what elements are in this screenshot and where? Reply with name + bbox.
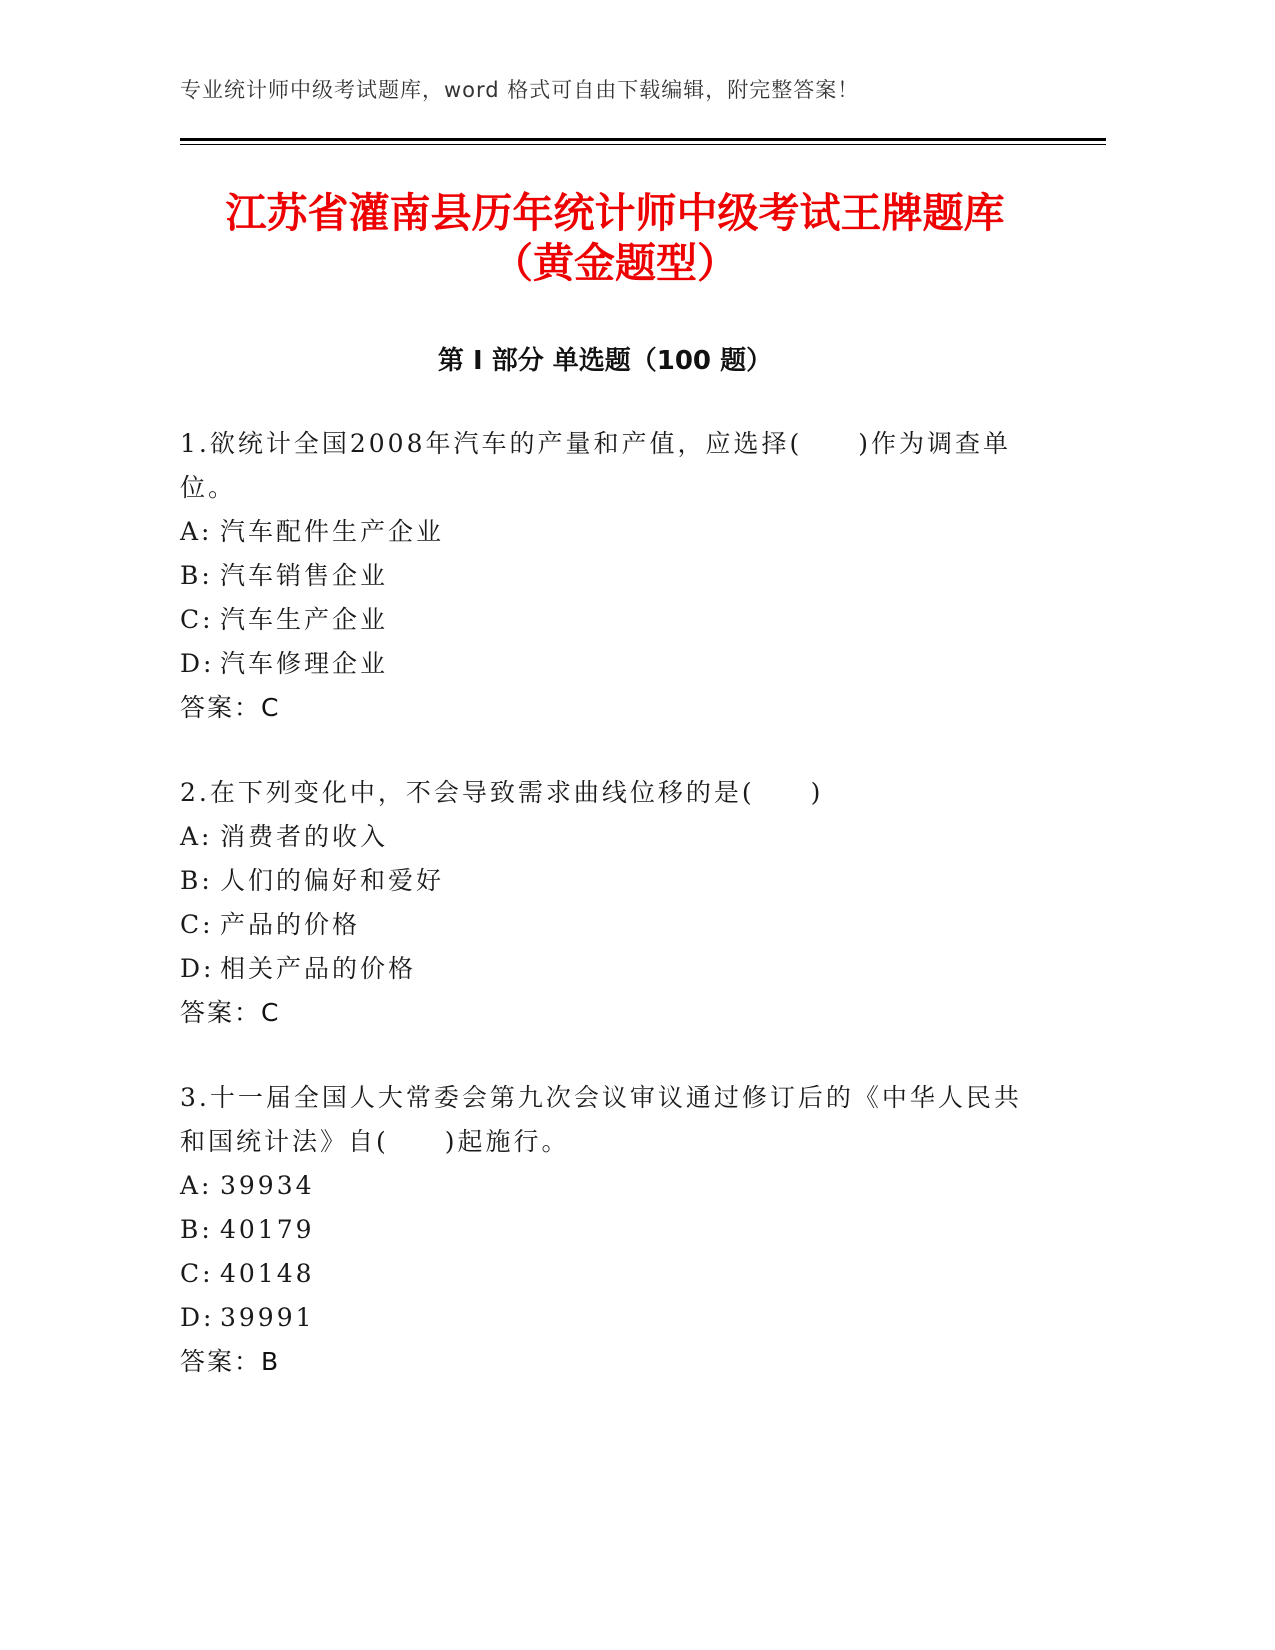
option-key: D: [180, 954, 215, 983]
option-text: 汽车修理企业 [220, 649, 389, 678]
option-key: A: [180, 822, 213, 851]
option-key: C: [180, 1259, 214, 1288]
option-key: D: [180, 649, 215, 678]
option-c [180, 1252, 1030, 1296]
question-stem: 3.十一届全国人大常委会第九次会议审议通过修订后的《中华人民共和国统计法》自( )起施行。 [180, 1083, 1022, 1156]
option-b [180, 1208, 1030, 1252]
document-title [100, 188, 1130, 288]
header-divider [180, 138, 1106, 145]
option-c [180, 598, 1030, 642]
question-stem: 2.在下列变化中，不会导致需求曲线位移的是( ) [180, 778, 824, 807]
option-key: B: [180, 1215, 213, 1244]
option-text: 汽车生产企业 [220, 605, 389, 634]
option-d [180, 947, 1030, 991]
answer: 答案：C [180, 998, 281, 1027]
option-key: B: [180, 866, 213, 895]
document-title-line-1: 江苏省灌南县历年统计师中级考试王牌题库 [225, 189, 1005, 237]
option-text: 汽车配件生产企业 [220, 517, 445, 546]
option-text: 汽车销售企业 [220, 561, 389, 590]
option-text: 40179 [220, 1215, 315, 1244]
option-a [180, 815, 1030, 859]
option-text: 相关产品的价格 [220, 954, 417, 983]
answer: 答案：C [180, 693, 281, 722]
option-d [180, 1296, 1030, 1340]
option-text: 人们的偏好和爱好 [220, 866, 445, 895]
option-key: C: [180, 910, 214, 939]
question-list [180, 422, 1030, 1425]
page-header: 专业统计师中级考试题库，word 格式可自由下载编辑，附完整答案！ [180, 78, 860, 102]
option-key: D: [180, 1303, 215, 1332]
option-key: B: [180, 561, 213, 590]
option-text: 产品的价格 [220, 910, 361, 939]
option-text: 消费者的收入 [220, 822, 389, 851]
question-1 [180, 422, 1030, 730]
option-c [180, 903, 1030, 947]
question-stem: 1.欲统计全国2008年汽车的产量和产值，应选择( )作为调查单位。 [180, 429, 1011, 502]
option-b [180, 859, 1030, 903]
option-text: 39991 [220, 1303, 315, 1332]
option-text: 40148 [220, 1259, 315, 1288]
option-d [180, 642, 1030, 686]
question-3 [180, 1076, 1030, 1384]
option-key: A: [180, 517, 213, 546]
option-a [180, 1164, 1030, 1208]
option-a [180, 510, 1030, 554]
option-key: C: [180, 605, 214, 634]
document-title-line-2: （黄金题型） [492, 239, 738, 287]
answer: 答案：B [180, 1347, 281, 1376]
option-text: 39934 [220, 1171, 315, 1200]
section-title: 第 I 部分 单选题（100 题） [437, 346, 773, 376]
question-2 [180, 771, 1030, 1035]
option-b [180, 554, 1030, 598]
option-key: A: [180, 1171, 213, 1200]
